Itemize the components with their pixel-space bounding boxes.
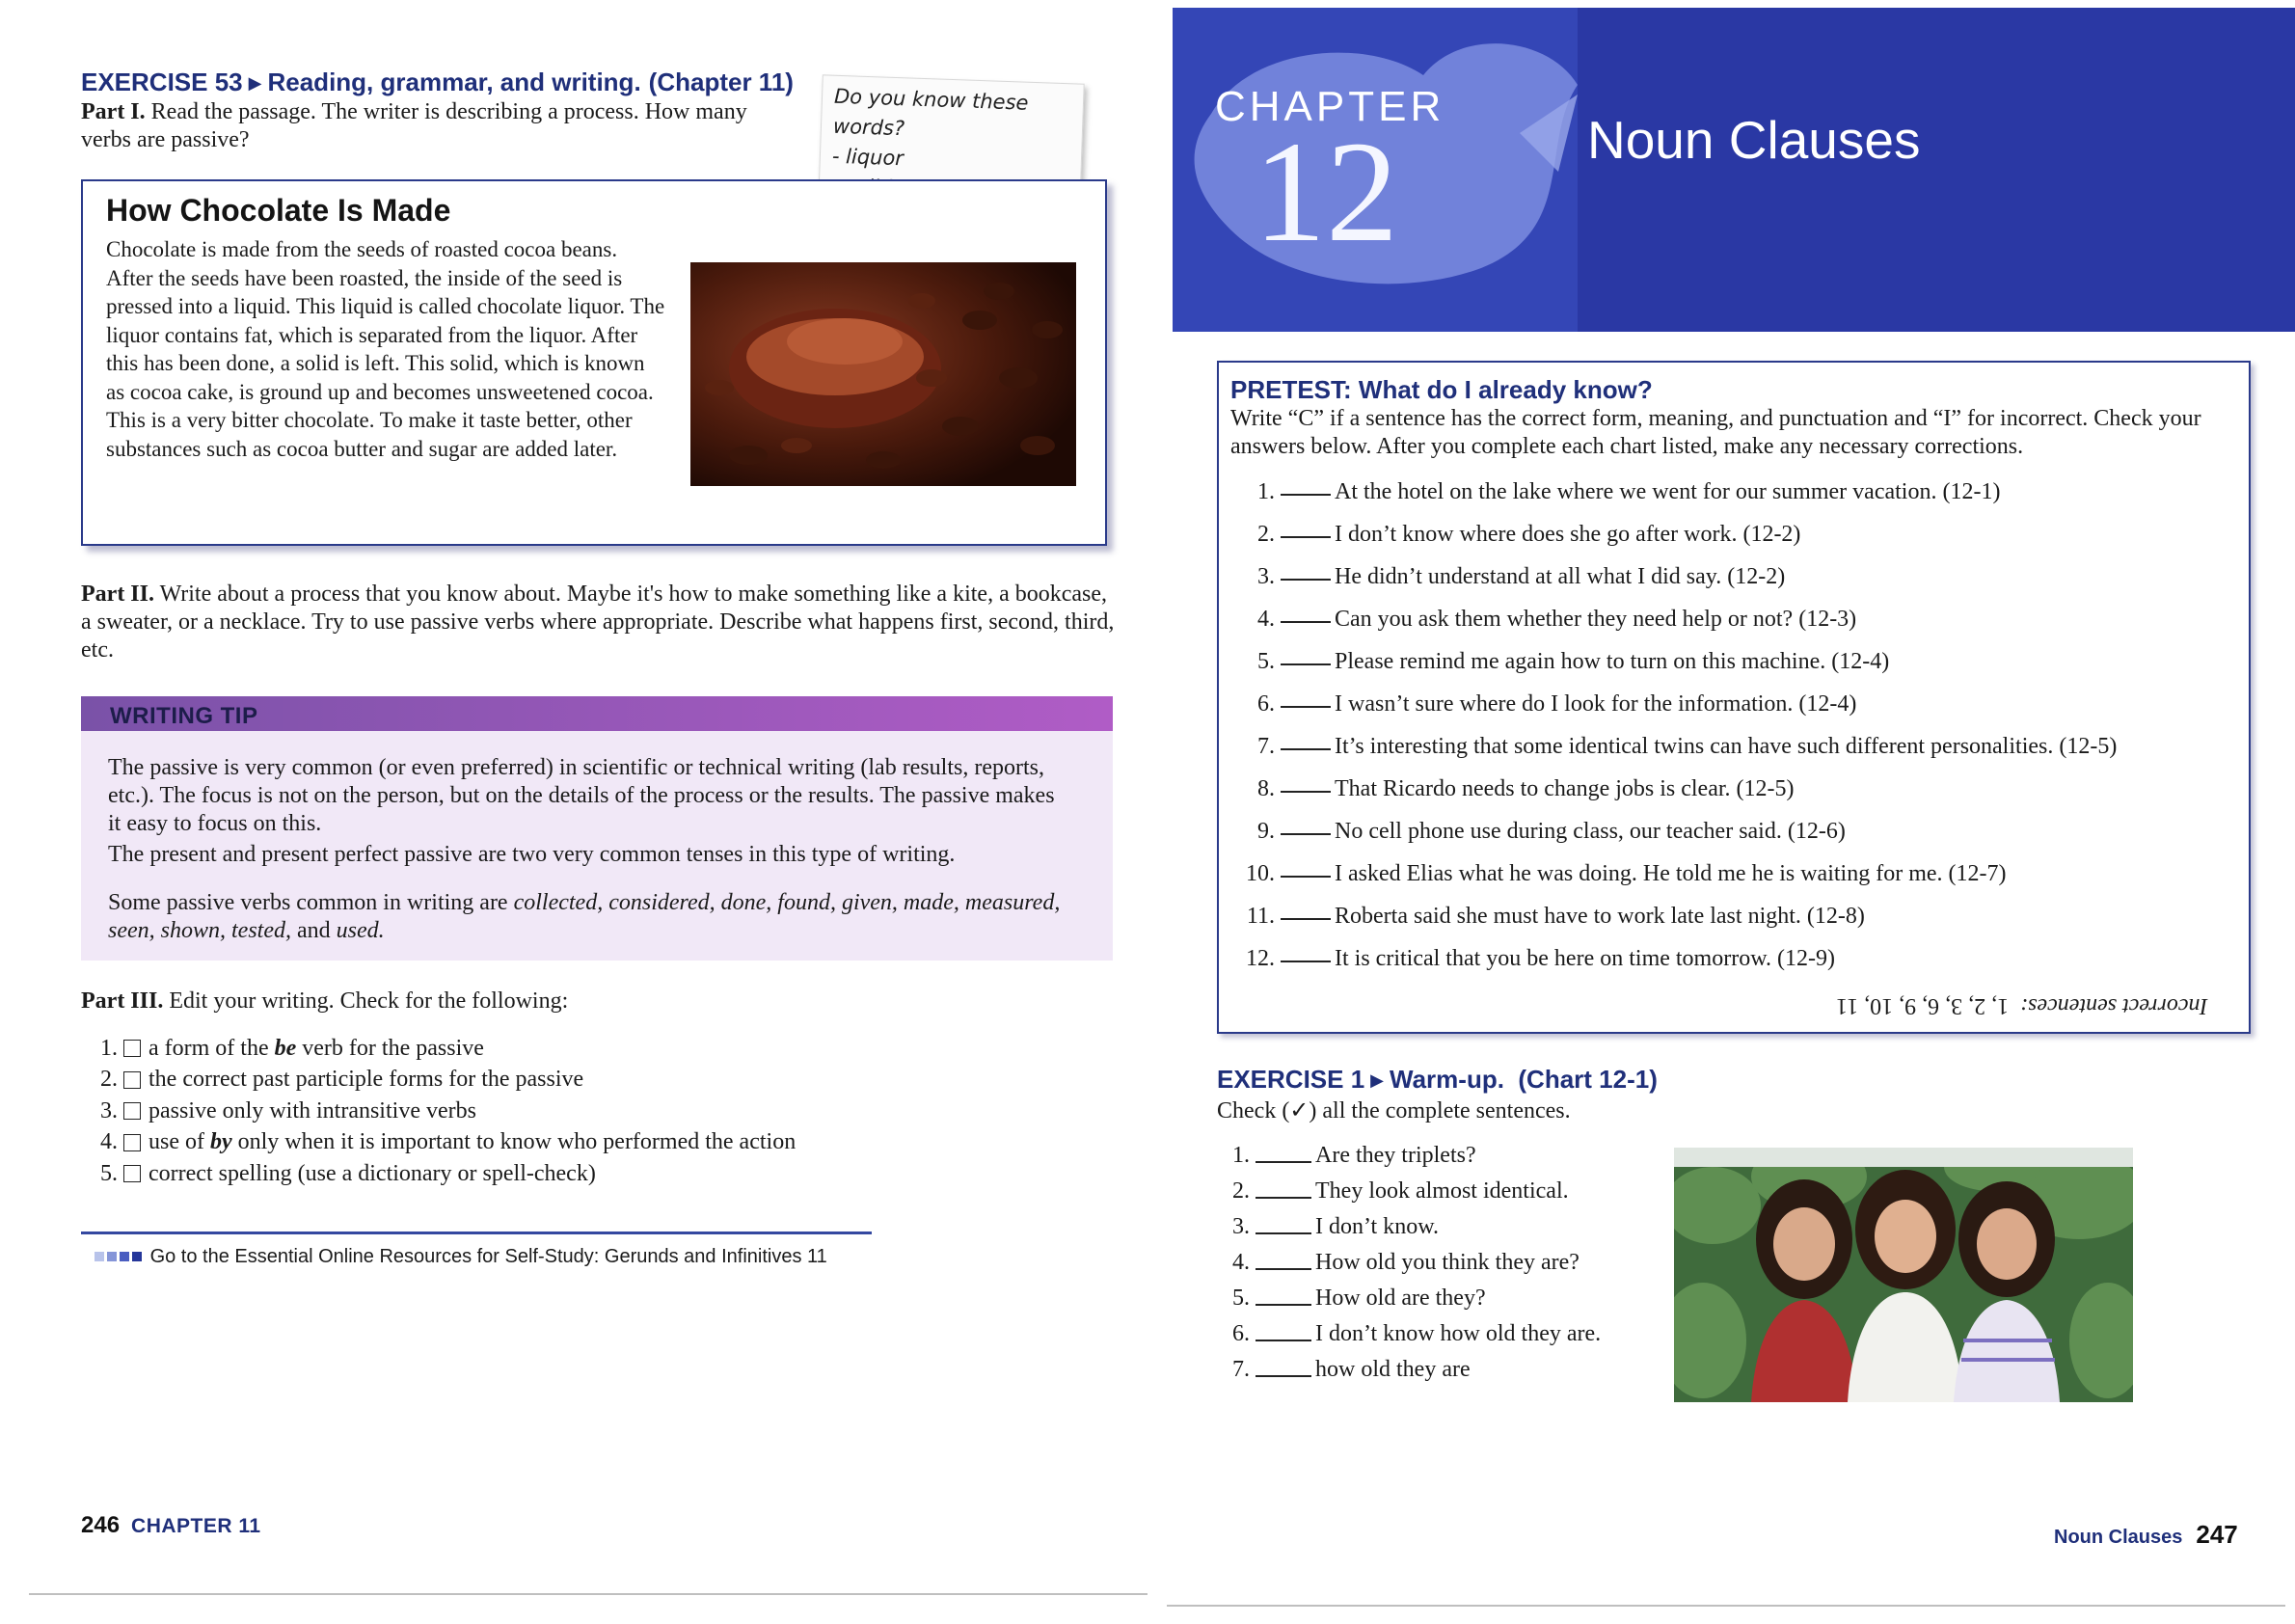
item-number: 5. (1257, 649, 1275, 674)
page-number: 247 (2196, 1520, 2238, 1549)
answer-blank[interactable] (1281, 648, 1331, 665)
checklist-text-end: only when it is important to know who performed the action (237, 1129, 796, 1155)
item-number: 9. (1257, 819, 1275, 844)
self-study-divider (81, 1232, 872, 1234)
pretest-item (1232, 563, 2235, 606)
exercise-1-chart-ref: (Chart 12-1) (1518, 1065, 1658, 1094)
item-text: No cell phone use during class, our teacher said. (12-6) (1335, 819, 1846, 844)
checklist-number: 4. (100, 1129, 118, 1155)
chapter-banner (1173, 8, 2295, 332)
pretest-box (1217, 361, 2251, 1034)
reading-passage-box (81, 179, 1107, 546)
checklist-text: correct spelling (use a dictionary or spell-check) (148, 1160, 596, 1186)
checklist-item (100, 1033, 968, 1065)
chapter-word: CHAPTER (1215, 83, 1445, 130)
checklist-text: the correct past participle forms for the passive (148, 1067, 584, 1093)
item-number: 11. (1246, 904, 1275, 929)
item-number: 4. (1232, 1250, 1250, 1275)
pretest-item (1232, 606, 2235, 648)
item-number: 6. (1232, 1321, 1250, 1346)
item-text: How old you think they are? (1315, 1250, 1580, 1275)
item-number: 4. (1257, 607, 1275, 632)
writing-tip-paragraph-2: The present and present perfect passive are two very common tenses in this type of writing. (108, 842, 956, 867)
exercise-item (1225, 1209, 1659, 1245)
tip-p3-and: and (296, 918, 331, 943)
checklist-text-end: verb for the passive (302, 1035, 484, 1061)
item-text: It’s interesting that some identical twins can have such different personalities. (12-5) (1335, 734, 2118, 759)
exercise-item (1225, 1352, 1659, 1388)
part-1-text: Read the passage. The writer is describing a process. How many verbs are passive? (81, 99, 747, 152)
checklist-emphasis: be (274, 1035, 297, 1061)
checklist-emphasis: by (209, 1129, 232, 1155)
exercise-53-chapter-ref: (Chapter 11) (648, 68, 794, 96)
reading-paragraph: Chocolate is made from the seeds of roasted cocoa beans. After the seeds have been roasted, the inside of the seed is pressed into a liquid. This liquid is called chocolate liquor. The liquor contains fat, which is separated from the liquor. After this has been done, a solid is left. This solid, which is known as cocoa cake, is ground up and becomes unsweetened cocoa. This is a very bitter chocolate. To make it taste better, other substances such as cocoa butter and sugar are added later. (106, 237, 665, 461)
item-text: It is critical that you be here on time tomorrow. (12-9) (1335, 946, 1835, 971)
pretest-list (1232, 478, 2235, 988)
answer-blank[interactable] (1256, 1364, 1311, 1377)
running-head: Noun Clauses (2054, 1527, 2183, 1548)
item-number: 5. (1232, 1286, 1250, 1311)
tip-p3-last: used. (336, 918, 385, 943)
item-text: I asked Elias what he was doing. He told me he is waiting for me. (12-7) (1335, 861, 2007, 886)
tip-p3-start: Some passive verbs common in writing are (108, 890, 508, 915)
chocolate-photo (690, 262, 1076, 486)
answer-blank[interactable] (1281, 945, 1331, 962)
answer-blank[interactable] (1256, 1328, 1311, 1341)
vocab-note-heading: Do you know these words? (832, 84, 1029, 141)
pretest-item (1232, 775, 2235, 818)
checklist-text: passive only with intransitive verbs (148, 1097, 476, 1123)
checklist-number: 1. (100, 1035, 118, 1061)
answer-blank[interactable] (1281, 860, 1331, 878)
square-bullet-icon (120, 1252, 129, 1261)
item-number: 1. (1257, 479, 1275, 504)
exercise-item (1225, 1245, 1659, 1281)
answer-blank[interactable] (1281, 563, 1331, 581)
chapter-title: Noun Clauses (1587, 110, 1921, 170)
exercise-1-heading (1217, 1065, 1658, 1095)
answer-blank[interactable] (1281, 690, 1331, 708)
answer-blank[interactable] (1256, 1257, 1311, 1270)
item-text: Please remind me again how to turn on this machine. (12-4) (1335, 649, 1890, 674)
item-text: I don’t know how old they are. (1315, 1321, 1602, 1346)
answer-blank[interactable] (1256, 1150, 1311, 1163)
item-text: how old they are (1315, 1357, 1471, 1382)
pretest-title: PRETEST: What do I already know? (1230, 375, 1653, 404)
item-number: 3. (1257, 564, 1275, 589)
part-2-text: Write about a process that you know about. Maybe it's how to make something like a kite, a bookcase, a sweater, or a necklace. Try to use passive verbs where appropriate. Describe what happens first, second, third, etc. (81, 582, 1115, 663)
exercise-1-label: EXERCISE 1 (1217, 1065, 1365, 1094)
item-text: He didn’t understand at all what I did say. (12-2) (1335, 564, 1786, 589)
item-number: 12. (1246, 946, 1275, 971)
checklist-item (100, 1158, 968, 1190)
pretest-item (1232, 903, 2235, 945)
page-number: 246 (81, 1512, 121, 1538)
item-text: Roberta said she must have to work late last night. (12-8) (1335, 904, 1865, 929)
pretest-item (1232, 860, 2235, 903)
item-text: Can you ask them whether they need help or not? (12-3) (1335, 607, 1857, 632)
exercise-item (1225, 1281, 1659, 1316)
checkbox[interactable] (123, 1071, 141, 1089)
square-bullet-icon (132, 1252, 142, 1261)
answer-blank[interactable] (1281, 775, 1331, 793)
checklist-text: use of (148, 1129, 204, 1155)
answer-key-values: 1, 2, 3, 6, 9, 10, 11 (1836, 993, 2010, 1018)
checkbox[interactable] (123, 1102, 141, 1120)
answer-blank[interactable] (1256, 1221, 1311, 1234)
self-study-link[interactable] (94, 1246, 827, 1268)
item-number: 7. (1257, 734, 1275, 759)
part-3-instructions (81, 988, 949, 1015)
square-bullet-icon (107, 1252, 117, 1261)
item-text: I don’t know where does she go after work. (12-2) (1335, 522, 1801, 547)
running-head: CHAPTER 11 (131, 1515, 261, 1537)
answer-blank[interactable] (1281, 903, 1331, 920)
part-2-label: Part II. (81, 582, 154, 607)
answer-blank[interactable] (1281, 521, 1331, 538)
pretest-item (1232, 690, 2235, 733)
writing-tip-box (81, 696, 1113, 961)
exercise-1-list (1225, 1138, 1659, 1388)
exercise-53-title: Reading, grammar, and writing. (267, 68, 641, 96)
answer-blank[interactable] (1281, 733, 1331, 750)
exercise-1-title: Warm-up. (1390, 1065, 1504, 1094)
item-number: 2. (1257, 522, 1275, 547)
pretest-item (1232, 648, 2235, 690)
item-text: I wasn’t sure where do I look for the information. (12-4) (1335, 691, 1857, 717)
exercise-item (1225, 1316, 1659, 1352)
editing-checklist (100, 1033, 968, 1190)
writing-tip-paragraph-1: The passive is very common (or even preferred) in scientific or technical writing (lab results, reports, etc.). The focus is not on the person, but on the details of the process or the results. The passive makes it easy to focus on this. (108, 755, 1055, 836)
square-bullet-icon (94, 1252, 104, 1261)
checklist-number: 2. (100, 1067, 118, 1093)
item-number: 10. (1246, 861, 1275, 886)
chapter-number: 12 (1254, 112, 1398, 272)
pretest-item (1232, 818, 2235, 860)
triangle-arrow-icon: ▶ (1370, 1070, 1385, 1090)
writing-tip-paragraph-3 (108, 889, 1072, 945)
pretest-item (1232, 945, 2235, 988)
answer-blank[interactable] (1281, 478, 1331, 496)
item-number: 2. (1232, 1178, 1250, 1204)
part-3-label: Part III. (81, 988, 164, 1014)
item-number: 8. (1257, 776, 1275, 801)
answer-blank[interactable] (1281, 606, 1331, 623)
writing-tip-title: WRITING TIP (110, 703, 258, 729)
item-number: 7. (1232, 1357, 1250, 1382)
vocab-word: - liquor (831, 144, 904, 171)
checklist-text: a form of the (148, 1035, 269, 1061)
answer-blank[interactable] (1256, 1292, 1311, 1306)
pretest-item (1232, 521, 2235, 563)
item-text: At the hotel on the lake where we went for our summer vacation. (12-1) (1335, 479, 2001, 504)
exercise-53-heading (81, 68, 794, 97)
exercise-1-intro: Check (✓) all the complete sentences. (1217, 1098, 1571, 1123)
item-text: How old are they? (1315, 1286, 1486, 1311)
exercise-item (1225, 1138, 1659, 1174)
item-number: 6. (1257, 691, 1275, 717)
triangle-arrow-icon: ▶ (248, 73, 262, 93)
exercise-item (1225, 1174, 1659, 1209)
self-study-text: Go to the Essential Online Resources for Self-Study: Gerunds and Infinitives 11 (149, 1246, 827, 1267)
item-text: That Ricardo needs to change jobs is clear. (12-5) (1335, 776, 1795, 801)
item-number: 1. (1232, 1143, 1250, 1168)
item-text: I don’t know. (1315, 1214, 1439, 1239)
part-3-text: Edit your writing. Check for the following: (169, 988, 569, 1014)
item-number: 3. (1232, 1214, 1250, 1239)
tip-p3-verbs: collected, considered, done, found, given, made, measured, seen, shown, tested, (108, 890, 1061, 943)
reading-title: How Chocolate Is Made (106, 193, 451, 228)
answer-blank[interactable] (1281, 818, 1331, 835)
part-1-instructions (81, 98, 795, 154)
checklist-item (100, 1096, 968, 1127)
item-text: Are they triplets? (1315, 1143, 1476, 1168)
checkbox[interactable] (123, 1134, 141, 1151)
pretest-item (1232, 733, 2235, 775)
right-page-folio (2054, 1520, 2238, 1550)
checkbox[interactable] (123, 1165, 141, 1182)
answer-blank[interactable] (1256, 1185, 1311, 1199)
left-page-folio (81, 1512, 261, 1539)
checklist-number: 3. (100, 1097, 118, 1123)
checklist-number: 5. (100, 1160, 118, 1186)
checklist-item (100, 1127, 968, 1159)
item-text: They look almost identical. (1315, 1178, 1569, 1204)
triplets-photo (1674, 1148, 2133, 1402)
checklist-item (100, 1065, 968, 1096)
answer-key-label: Incorrect sentences: (2020, 993, 2208, 1018)
pretest-answer-key-upside-down (1836, 991, 2207, 1019)
pretest-item (1232, 478, 2235, 521)
page-bottom-rule (29, 1593, 1148, 1595)
page-bottom-rule (1167, 1605, 2285, 1607)
part-1-label: Part I. (81, 99, 146, 124)
exercise-53-label: EXERCISE 53 (81, 68, 243, 96)
part-2-instructions (81, 581, 1122, 664)
pretest-intro: Write “C” if a sentence has the correct form, meaning, and punctuation and “I” for incorrect. Check your answers below. After you complete each chart listed, make any necessary corrections. (1230, 406, 2201, 459)
checkbox[interactable] (123, 1040, 141, 1057)
